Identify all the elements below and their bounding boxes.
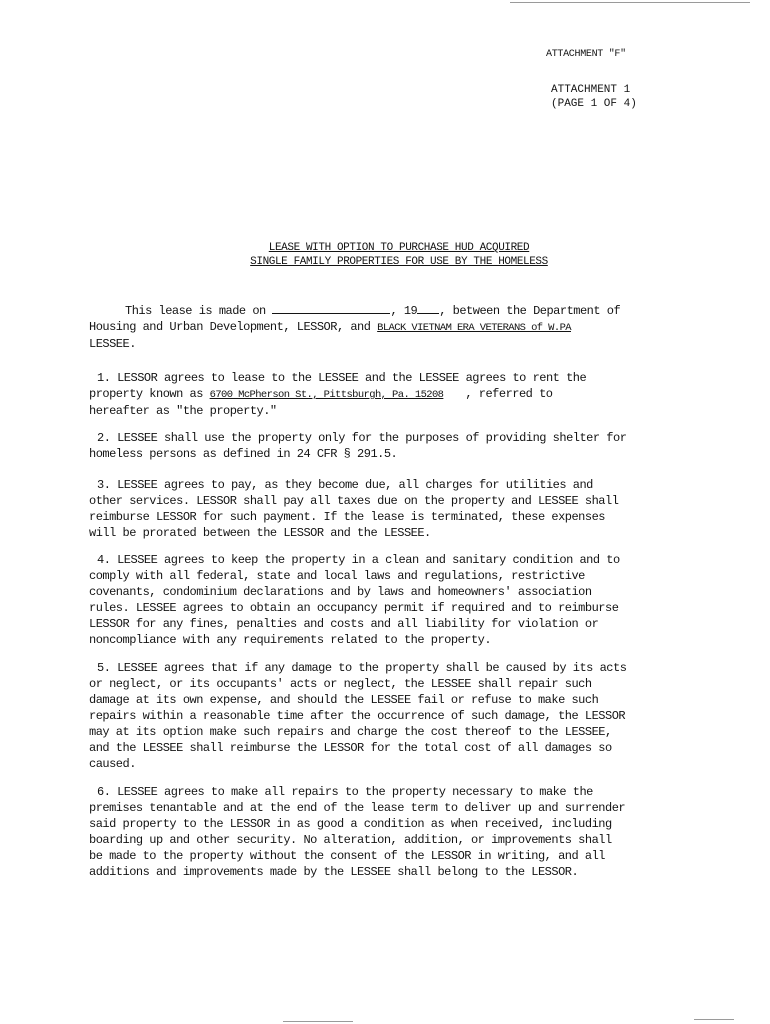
- clause-5-line-2: or neglect, or its occupants' acts or neglect, the LESSEE shall repair such: [89, 677, 592, 691]
- clause-2-line-2: homeless persons as defined in 24 CFR § 291.5.: [89, 447, 398, 461]
- clause-4-line-5: LESSOR for any fines, penalties and costs and all liability for violation or: [89, 617, 599, 631]
- intro-line-2: [89, 319, 701, 336]
- clause-1-line-3: hereafter as "the property.": [89, 404, 277, 418]
- clause-1-text-b: , referred to: [465, 387, 553, 401]
- intro-paragraph: [89, 302, 701, 352]
- clause-5-line-4: repairs within a reasonable time after the occurrence of such damage, the LESSOR: [89, 709, 626, 723]
- property-address-field: 6700 McPherson St., Pittsburgh, Pa. 15208: [209, 389, 444, 401]
- clause-5-line-1: 5. LESSEE agrees that if any damage to the property shall be caused by its acts: [97, 661, 627, 675]
- clause-6-line-5: be made to the property without the consent of the LESSOR in writing, and all: [89, 849, 605, 863]
- clause-2-line-1: 2. LESSEE shall use the property only for the purposes of providing shelter for: [97, 431, 627, 445]
- clause-4-line-2: comply with all federal, state and local laws and regulations, restrictive: [89, 569, 585, 583]
- scan-artifact-top: [510, 2, 750, 3]
- document-title-line-1: LEASE WITH OPTION TO PURCHASE HUD ACQUIRED: [268, 242, 530, 254]
- clause-5-line-6: and the LESSEE shall reimburse the LESSOR for the total cost of all damages so: [89, 741, 612, 755]
- year-blank: [417, 302, 439, 314]
- clause-6-line-2: premises tenantable and at the end of the lease term to deliver up and surrender: [89, 801, 626, 815]
- date-blank: [272, 302, 390, 314]
- intro-line-2-text: Housing and Urban Development, LESSOR, and: [89, 320, 371, 334]
- clause-2: [89, 430, 701, 462]
- scan-artifact-bottom-right: [694, 1019, 734, 1020]
- page-indicator: (PAGE 1 OF 4): [551, 98, 637, 110]
- clause-4: [89, 552, 701, 648]
- lessee-name-field: BLACK VIETNAM ERA VETERANS of W.PA: [377, 322, 571, 334]
- clause-1: [89, 370, 701, 419]
- clause-4-line-4: rules. LESSEE agrees to obtain an occupancy permit if required and to reimburse: [89, 601, 619, 615]
- clause-1-text-a: property known as: [89, 387, 203, 401]
- clause-6-line-3: said property to the LESSOR in as good a condition as when received, including: [89, 817, 612, 831]
- scan-artifact-bottom-left: [283, 1021, 353, 1022]
- intro-line-3: LESSEE.: [89, 337, 136, 351]
- clause-1-line-2: [89, 386, 701, 403]
- clause-1-line-1: 1. LESSOR agrees to lease to the LESSEE and the LESSEE agrees to rent the: [97, 371, 587, 385]
- clause-6-line-4: boarding up and other security. No alteration, addition, or improvements shall: [89, 833, 612, 847]
- clause-3-line-3: reimburse LESSOR for such payment. If the lease is terminated, these expenses: [89, 510, 605, 524]
- clause-3-line-2: other services. LESSOR shall pay all taxes due on the property and LESSEE shall: [89, 494, 619, 508]
- clause-6: [89, 784, 701, 880]
- intro-line-1: [89, 302, 701, 319]
- clause-5-line-3: damage at its own expense, and should the LESSEE fail or refuse to make such: [89, 693, 599, 707]
- clause-4-line-1: 4. LESSEE agrees to keep the property in a clean and sanitary condition and to: [97, 553, 620, 567]
- clause-3-line-1: 3. LESSEE agrees to pay, as they become due, all charges for utilities and: [97, 478, 593, 492]
- attachment-number: ATTACHMENT 1: [551, 84, 631, 96]
- clause-4-line-3: covenants, condominium declarations and by laws and homeowners' association: [89, 585, 592, 599]
- clause-6-line-1: 6. LESSEE agrees to make all repairs to the property necessary to make the: [97, 785, 593, 799]
- clause-3: [89, 477, 701, 541]
- clause-5-line-5: may at its option make such repairs and charge the cost thereof to the LESSEE,: [89, 725, 612, 739]
- intro-text-b: , 19: [390, 304, 418, 318]
- clause-5-line-7: caused.: [89, 757, 136, 771]
- clause-6-line-6: additions and improvements made by the LESSEE shall belong to the LESSOR.: [89, 865, 579, 879]
- document-title-line-2: SINGLE FAMILY PROPERTIES FOR USE BY THE HOMELESS: [250, 256, 548, 268]
- attachment-f-label: ATTACHMENT "F": [546, 49, 626, 60]
- clause-5: [89, 660, 701, 772]
- intro-text-c: , between the Department of: [439, 304, 621, 318]
- intro-text-a: This lease is made on: [125, 304, 266, 318]
- clause-3-line-4: will be prorated between the LESSOR and the LESSEE.: [89, 526, 431, 540]
- clause-4-line-6: noncompliance with any requirements related to the property.: [89, 633, 492, 647]
